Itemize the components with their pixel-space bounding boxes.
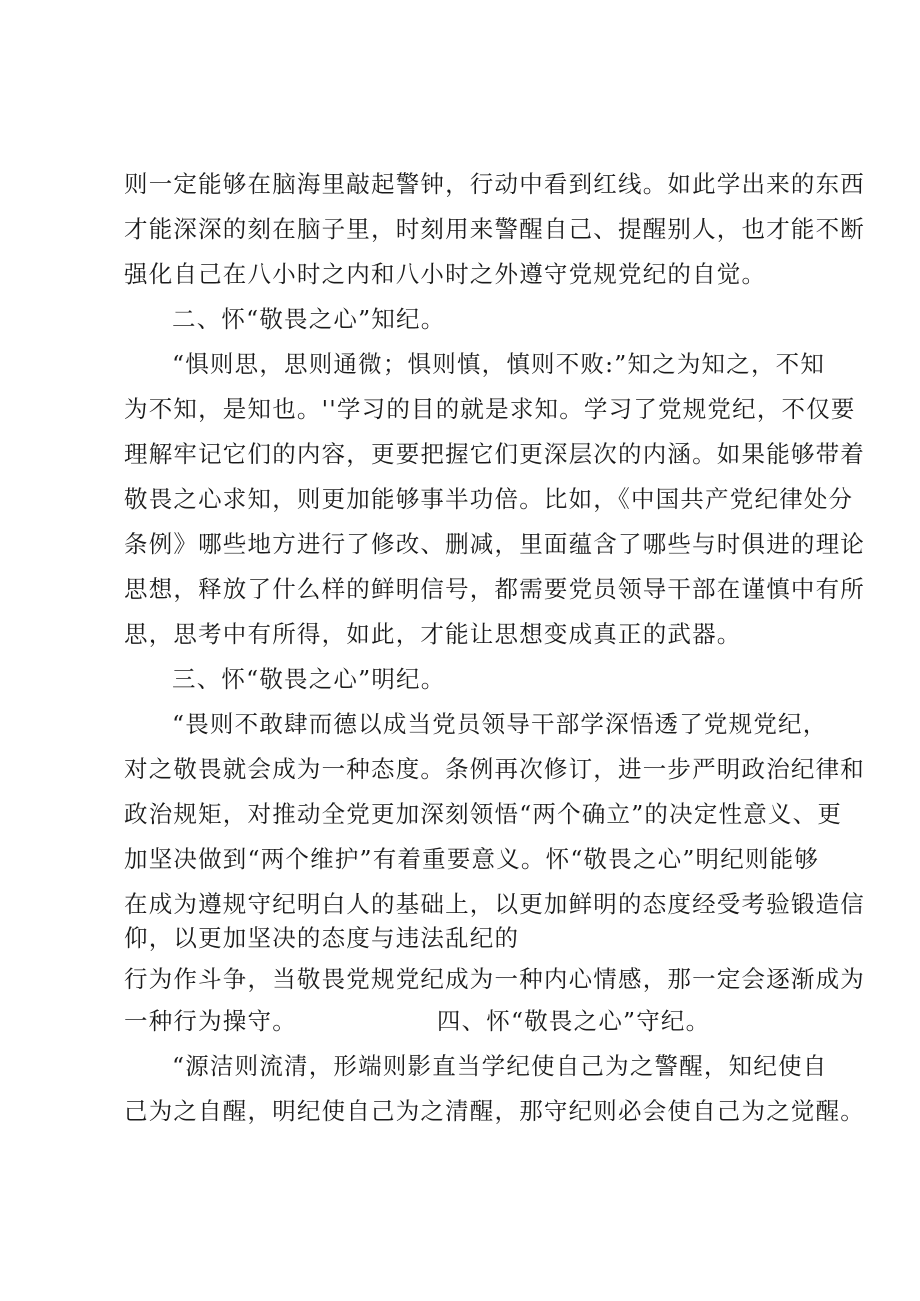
- body-line: 强化自己在八小时之内和八小时之外遵守党规党纪的自觉。: [124, 260, 767, 288]
- body-line: 思想，释放了什么样的鲜明信号，都需要党员领导干部在谨慎中有所: [124, 575, 865, 603]
- section-heading-3: 三、怀“敬畏之心”明纪。: [172, 665, 446, 693]
- body-line: 敬畏之心求知，则更加能够事半功倍。比如，《中国共产党纪律处分: [124, 485, 854, 513]
- body-line: 政治规矩，对推动全党更加深刻领悟“两个确立”的决定性意义、更: [124, 800, 843, 828]
- body-line: 为不知，是知也。''学习的目的就是求知。学习了党规党纪，不仅要: [124, 395, 856, 423]
- body-line: 才能深深的刻在脑子里，时刻用来警醒自己、提醒别人，也才能不断: [124, 215, 865, 243]
- section-heading-4: 四、怀“敬畏之心”守纪。: [436, 1007, 711, 1035]
- section-heading-2: 二、怀“敬畏之心”知纪。: [172, 305, 446, 333]
- body-line: 仰，以更加坚决的态度与违法乱纪的: [124, 924, 520, 952]
- body-line-with-heading: [124, 999, 710, 1043]
- body-line: “惧则思，思则通微；惧则慎，慎则不败:”知之为知之，不知: [172, 350, 826, 378]
- body-line: 对之敬畏就会成为一种态度。条例再次修订，进一步严明政治纪律和: [124, 755, 865, 783]
- body-line: 行为作斗争，当敬畏党规党纪成为一种内心情感，那一定会逐渐成为: [124, 965, 865, 993]
- body-line: “畏则不敢肆而德以成当党员领导干部学深悟透了党规党纪，: [172, 710, 828, 738]
- body-line: 己为之自醒，明纪使自己为之清醒，那守纪则必会使自己为之觉醒。: [124, 1097, 865, 1125]
- body-line: 理解牢记它们的内容，更要把握它们更深层次的内涵。如果能够带着: [124, 440, 865, 468]
- body-line: 条例》哪些地方进行了修改、删减，里面蕴含了哪些与时俱进的理论: [124, 530, 865, 558]
- body-line: 加坚决做到“两个维护”有着重要意义。怀“敬畏之心”明纪则能够: [124, 845, 820, 873]
- body-line: 则一定能够在脑海里敲起警钟，行动中看到红线。如此学出来的东西: [124, 170, 865, 198]
- body-line: “源洁则流清，形端则影直当学纪使自己为之警醒，知纪使自: [172, 1052, 828, 1080]
- body-text: 一种行为操守。: [124, 1007, 297, 1035]
- body-line: 在成为遵规守纪明白人的基础上，以更加鲜明的态度经受考验锻造信: [124, 890, 865, 918]
- body-line: 思，思考中有所得，如此，才能让思想变成真正的武器。: [124, 620, 742, 648]
